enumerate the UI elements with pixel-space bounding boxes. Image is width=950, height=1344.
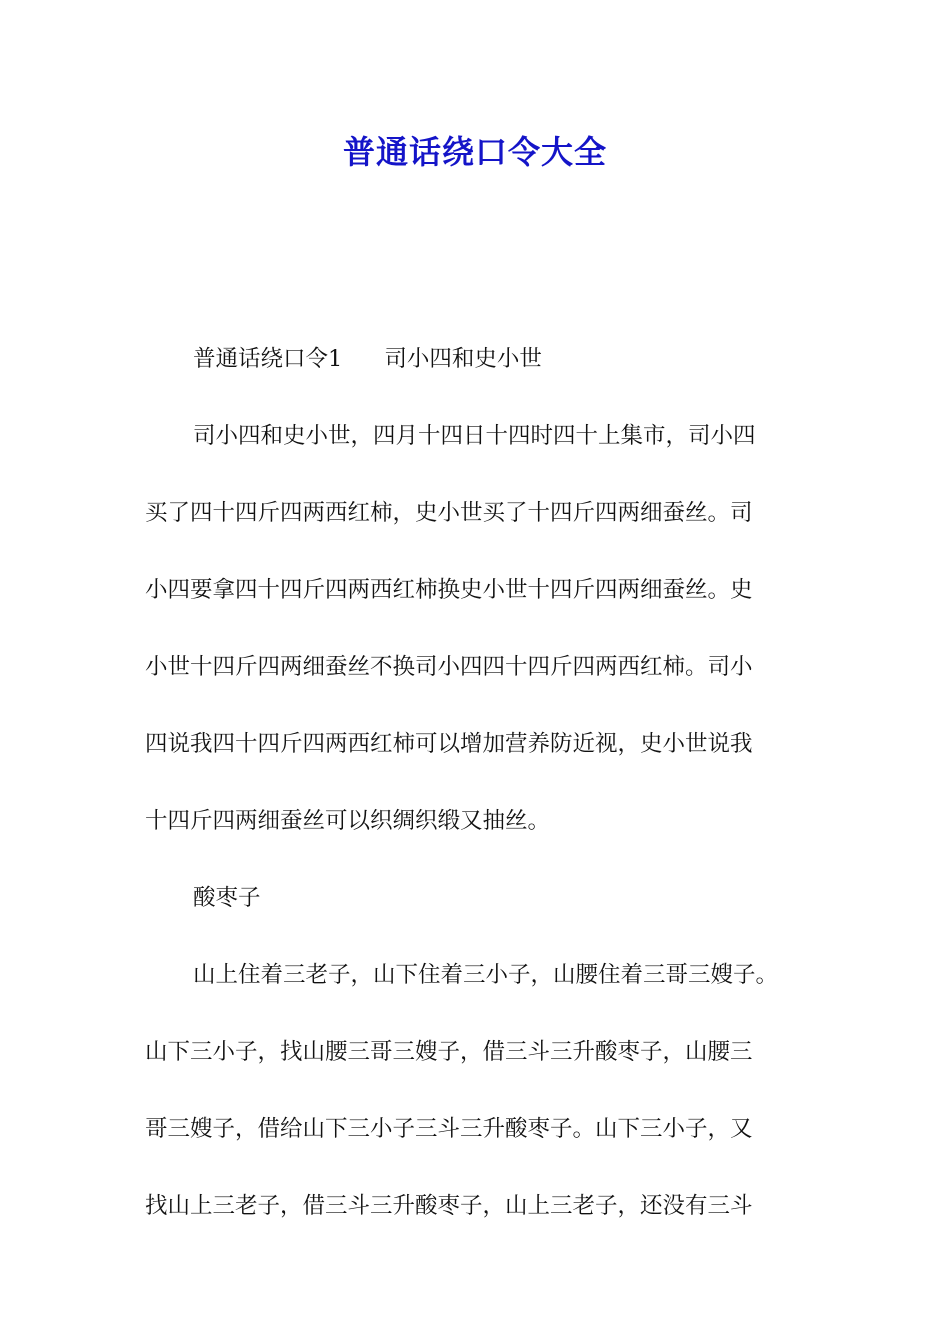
- paragraph-line: 买了四十四斤四两西红柿，史小世买了十四斤四两细蚕丝。司: [145, 500, 753, 526]
- section-heading-1: [145, 340, 815, 379]
- paragraph-line: 山上住着三老子，山下住着三小子，山腰住着三哥三嫂子。: [193, 962, 779, 988]
- paragraph-line: 小世十四斤四两细蚕丝不换司小四四十四斤四两西红柿。司小: [145, 654, 753, 680]
- document-body: [145, 340, 815, 1226]
- paragraph-line: 找山上三老子，借三斗三升酸枣子，山上三老子，还没有三斗: [145, 1193, 753, 1219]
- section-heading-2: 酸枣子: [193, 885, 261, 911]
- document-title: 普通话绕口令大全: [342, 133, 607, 171]
- paragraph-line: 小四要拿四十四斤四两西红柿换史小世十四斤四两细蚕丝。史: [145, 577, 753, 603]
- paragraph-line: 四说我四十四斤四两西红柿可以增加营养防近视，史小世说我: [145, 731, 753, 757]
- paragraph-line: 哥三嫂子，借给山下三小子三斗三升酸枣子。山下三小子，又: [145, 1116, 753, 1142]
- section-heading-number: 普通话绕口令1: [193, 346, 343, 372]
- paragraph-line: 司小四和史小世，四月十四日十四时四十上集市，司小四: [193, 423, 756, 449]
- section-heading-subtitle: 司小四和史小世: [384, 346, 542, 372]
- paragraph-line: 山下三小子，找山腰三哥三嫂子，借三斗三升酸枣子，山腰三: [145, 1039, 753, 1065]
- paragraph-line: 十四斤四两细蚕丝可以织绸织缎又抽丝。: [145, 808, 551, 834]
